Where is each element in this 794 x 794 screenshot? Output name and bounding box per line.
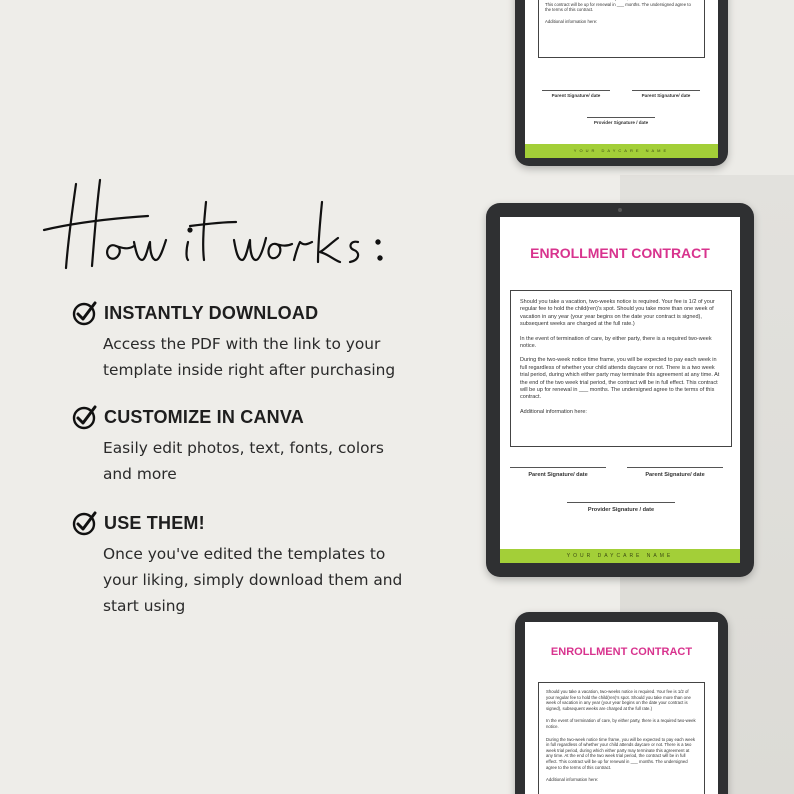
daycare-name-footer: YOUR DAYCARE NAME bbox=[500, 549, 740, 563]
check-circle-icon bbox=[72, 404, 98, 430]
tablet-screen bbox=[500, 217, 740, 563]
contract-terms-box bbox=[538, 0, 705, 58]
check-circle-icon bbox=[72, 300, 98, 326]
provider-signature-label: Provider Signature / date bbox=[593, 120, 649, 125]
page-title bbox=[38, 172, 398, 282]
contract-paragraph: Additional information here: bbox=[546, 777, 599, 783]
contract-paragraph: Should you take a vacation, two-weeks notice is required. Your fee is 1/2 of your regular fee to hold the child(ren)'s spot. Should you take more than one week of vacation in any year (your year begins on the date your contract is signed), subsequent weeks are charged at the full rate.) bbox=[520, 299, 715, 328]
parent-signature-label: Parent Signature/ date bbox=[641, 93, 691, 98]
contract-paragraph: Additional information here: bbox=[520, 408, 587, 415]
provider-signature-label: Provider Signature / date bbox=[587, 507, 655, 513]
contract-paragraph: Should you take a vacation, two-weeks notice is required. Your fee is 1/2 of your regular fee to hold the child(ren)'s spot. Should you take more than one week of vacation in any year (your year begins on the date your contract is signed), subsequent weeks are charged at the full rate.) bbox=[546, 689, 691, 711]
contract-terms-box bbox=[538, 682, 705, 794]
contract-paragraph: This contract will be up for renewal in ___ months. The undersigned agree to the terms of this contract. bbox=[545, 1, 691, 13]
contract-title: ENROLLMENT CONTRACT bbox=[550, 646, 693, 658]
parent-signature-label: Parent Signature/ date bbox=[528, 472, 588, 478]
feature-use-them bbox=[72, 509, 432, 619]
parent-signature-label: Parent Signature/ date bbox=[551, 93, 601, 98]
contract-terms-box bbox=[510, 290, 732, 447]
feature-title: INSTANTLY DOWNLOAD bbox=[104, 302, 319, 323]
signature-line bbox=[627, 467, 723, 468]
signature-line bbox=[632, 90, 700, 91]
feature-description: Access the PDF with the link to your template inside right after purchasing bbox=[103, 335, 396, 379]
feature-instant-download bbox=[72, 299, 432, 383]
tablet-top bbox=[515, 0, 728, 166]
signature-line bbox=[587, 117, 655, 118]
tablet-main bbox=[486, 203, 754, 577]
feature-title: USE THEM! bbox=[104, 512, 205, 533]
feature-title: CUSTOMIZE IN CANVA bbox=[104, 406, 304, 427]
tablet-screen bbox=[525, 0, 718, 158]
contract-paragraph: In the event of termination of care, by either party, there is a required two-week notice. bbox=[520, 335, 712, 350]
daycare-name-footer: YOUR DAYCARE NAME bbox=[525, 144, 718, 158]
contract-paragraph: In the event of termination of care, by either party, there is a required two-week notice. bbox=[546, 718, 696, 729]
check-circle-icon bbox=[72, 510, 98, 536]
tablet-bottom bbox=[515, 612, 728, 794]
tablet-screen bbox=[525, 622, 718, 794]
signature-line bbox=[510, 467, 606, 468]
contract-paragraph: Additional information here: bbox=[545, 19, 598, 25]
feature-description: Once you've edited the templates to your liking, simply download them and start using bbox=[103, 545, 403, 615]
contract-title: ENROLLMENT CONTRACT bbox=[530, 245, 710, 261]
feature-customize-canva bbox=[72, 403, 432, 487]
handwritten-heading-art bbox=[38, 172, 398, 282]
contract-paragraph: During the two-week notice time frame, you will be expected to pay each week in full regardless of whether your child attends daycare or not. There is a two week trial period, during which either party may terminate this agreement at any time. At the end of the two week trial period, the contract will be in full effect. This contract will be up for renewal in ___ months. The undersigned agree to the terms of this contract. bbox=[520, 357, 720, 401]
contract-paragraph: During the two-week notice time frame, you will be expected to pay each week in full regardless of whether your child attends daycare or not. There is a two week trial period, during which either party may terminate this agreement at any time. At the end of the two week trial period, the contract will be in full effect. This contract will be up for renewal in ___ months. The undersigned agree to the terms of this contract. bbox=[546, 736, 696, 770]
signature-line bbox=[542, 90, 610, 91]
signature-line bbox=[567, 502, 675, 503]
feature-description: Easily edit photos, text, fonts, colors and more bbox=[103, 439, 384, 483]
parent-signature-label: Parent Signature/ date bbox=[645, 472, 705, 478]
tablet-camera bbox=[618, 208, 622, 212]
